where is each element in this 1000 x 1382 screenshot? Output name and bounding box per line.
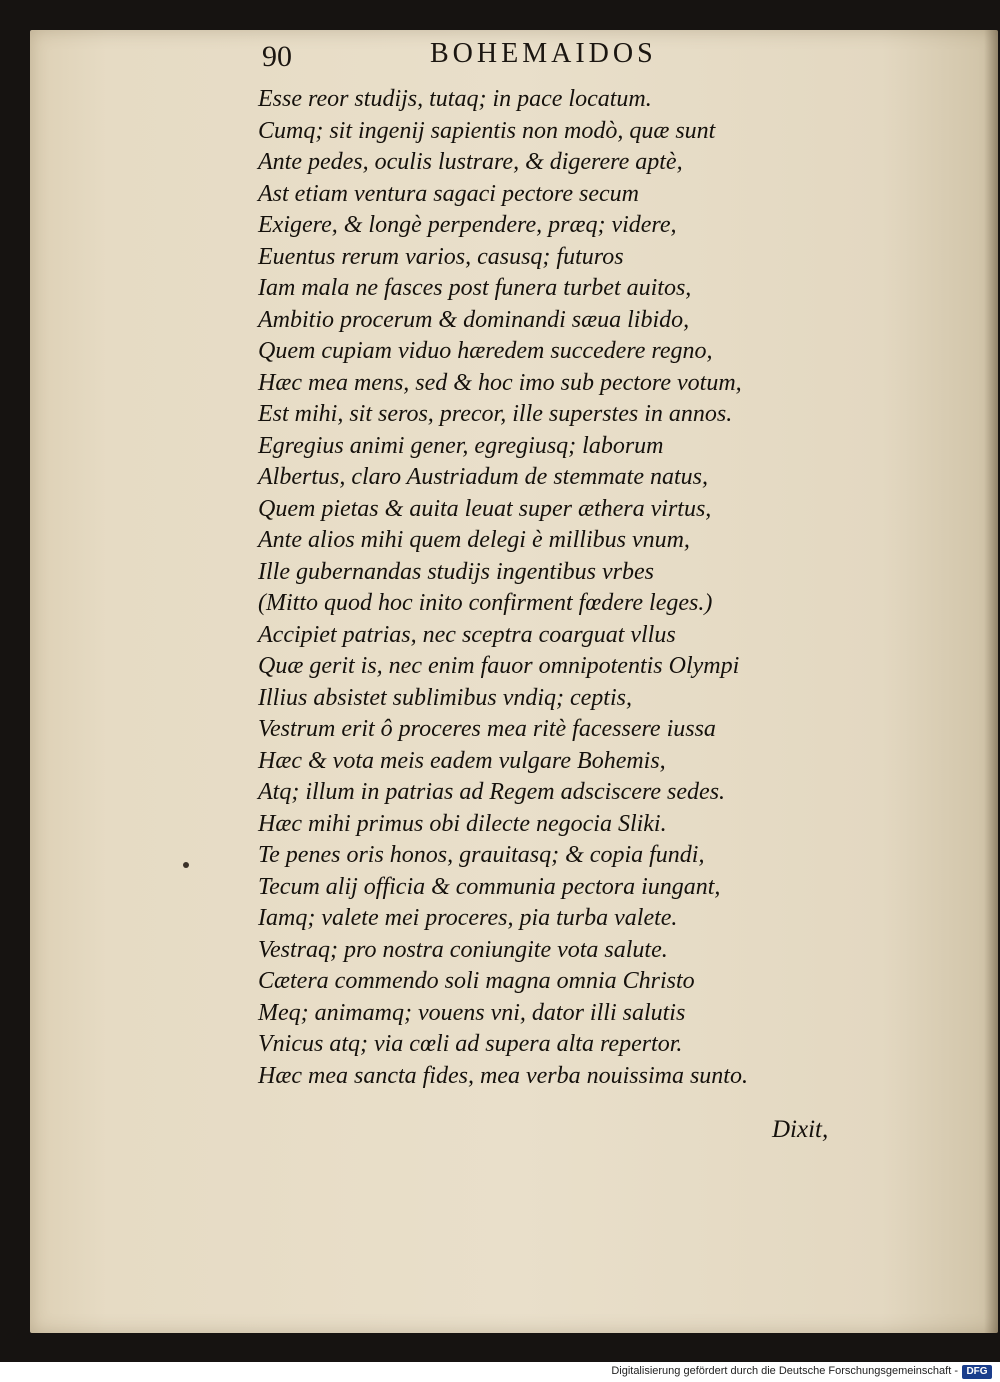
verse-line: Ast etiam ventura sagaci pectore secum — [258, 180, 640, 207]
catchword: Dixit, — [772, 1116, 829, 1143]
verse-line: Ille gubernandas studijs ingentibus vrbes — [258, 558, 654, 585]
verse-line: Te penes oris honos, grauitasq; & copia fundi, — [258, 842, 705, 868]
verse-line: Vestrum erit ô proceres mea ritè facessere iussa — [258, 716, 716, 742]
verse-line: Quem cupiam viduo hæredem succedere regno, — [258, 338, 713, 364]
verse-line: Vestraq; pro nostra coniungite vota salute. — [258, 936, 668, 963]
verse-line: Albertus, claro Austriadum de stemmate natus, — [258, 464, 708, 490]
verse-line: Ante pedes, oculis lustrare, & digerere aptè, — [258, 149, 683, 175]
verse-line: Ambitio procerum & dominandi sæua libido, — [258, 306, 690, 333]
page-number: 90 — [262, 40, 292, 73]
verse-line: Ante alios mihi quem delegi è millibus vnum, — [258, 527, 690, 553]
verse-line: Exigere, & longè perpendere, præq; videre, — [258, 212, 677, 238]
footer-bar — [0, 1362, 1000, 1382]
ink-mark — [183, 862, 189, 868]
funding-credit: Digitalisierung gefördert durch die Deutsche Forschungsgemeinschaft - — [611, 1365, 958, 1377]
verse-line: Cætera commendo soli magna omnia Christo — [258, 968, 695, 994]
verse-line: Iam mala ne fasces post funera turbet auitos, — [258, 275, 692, 301]
verse-line: Accipiet patrias, nec sceptra coarguat vllus — [258, 621, 676, 648]
verse-line: Tecum alij officia & communia pectora iungant, — [258, 873, 721, 900]
verse-line: Atq; illum in patrias ad Regem adsciscere sedes. — [258, 779, 726, 805]
verse-line: Hæc mea mens, sed & hoc imo sub pectore votum, — [258, 369, 742, 396]
verse-line: Hæc mihi primus obi dilecte negocia Sliki. — [258, 810, 667, 837]
verse-line: Egregius animi gener, egregiusq; laborum — [258, 432, 664, 459]
verse-line: Vnicus atq; via cœli ad supera alta repertor. — [258, 1031, 683, 1057]
verse-line: Quæ gerit is, nec enim fauor omnipotentis Olympi — [258, 653, 740, 679]
verse-line: Cumq; sit ingenij sapientis non modò, quæ sunt — [258, 117, 716, 144]
verse-text — [258, 84, 858, 1092]
verse-line: Illius absistet sublimibus vndiq; ceptis, — [258, 684, 632, 711]
verse-line: Iamq; valete mei proceres, pia turba valete. — [258, 905, 678, 931]
verse-line: Euentus rerum varios, casusq; futuros — [258, 243, 624, 270]
verse-line: Hæc & vota meis eadem vulgare Bohemis, — [258, 747, 666, 774]
verse-line: Quem pietas & auita leuat super æthera virtus, — [258, 495, 712, 522]
running-head: BOHEMAIDOS — [430, 38, 657, 69]
verse-line: Meq; animamq; vouens vni, dator illi salutis — [258, 999, 686, 1026]
verse-line: Hæc mea sancta fides, mea verba nouissima sunto. — [258, 1062, 748, 1089]
dfg-logo-icon: DFG — [962, 1365, 992, 1379]
verse-line: Est mihi, sit seros, precor, ille superstes in annos. — [258, 401, 733, 427]
verse-line: Esse reor studijs, tutaq; in pace locatum. — [258, 86, 652, 112]
verse-line: (Mitto quod hoc inito confirment fœdere leges.) — [258, 590, 713, 616]
